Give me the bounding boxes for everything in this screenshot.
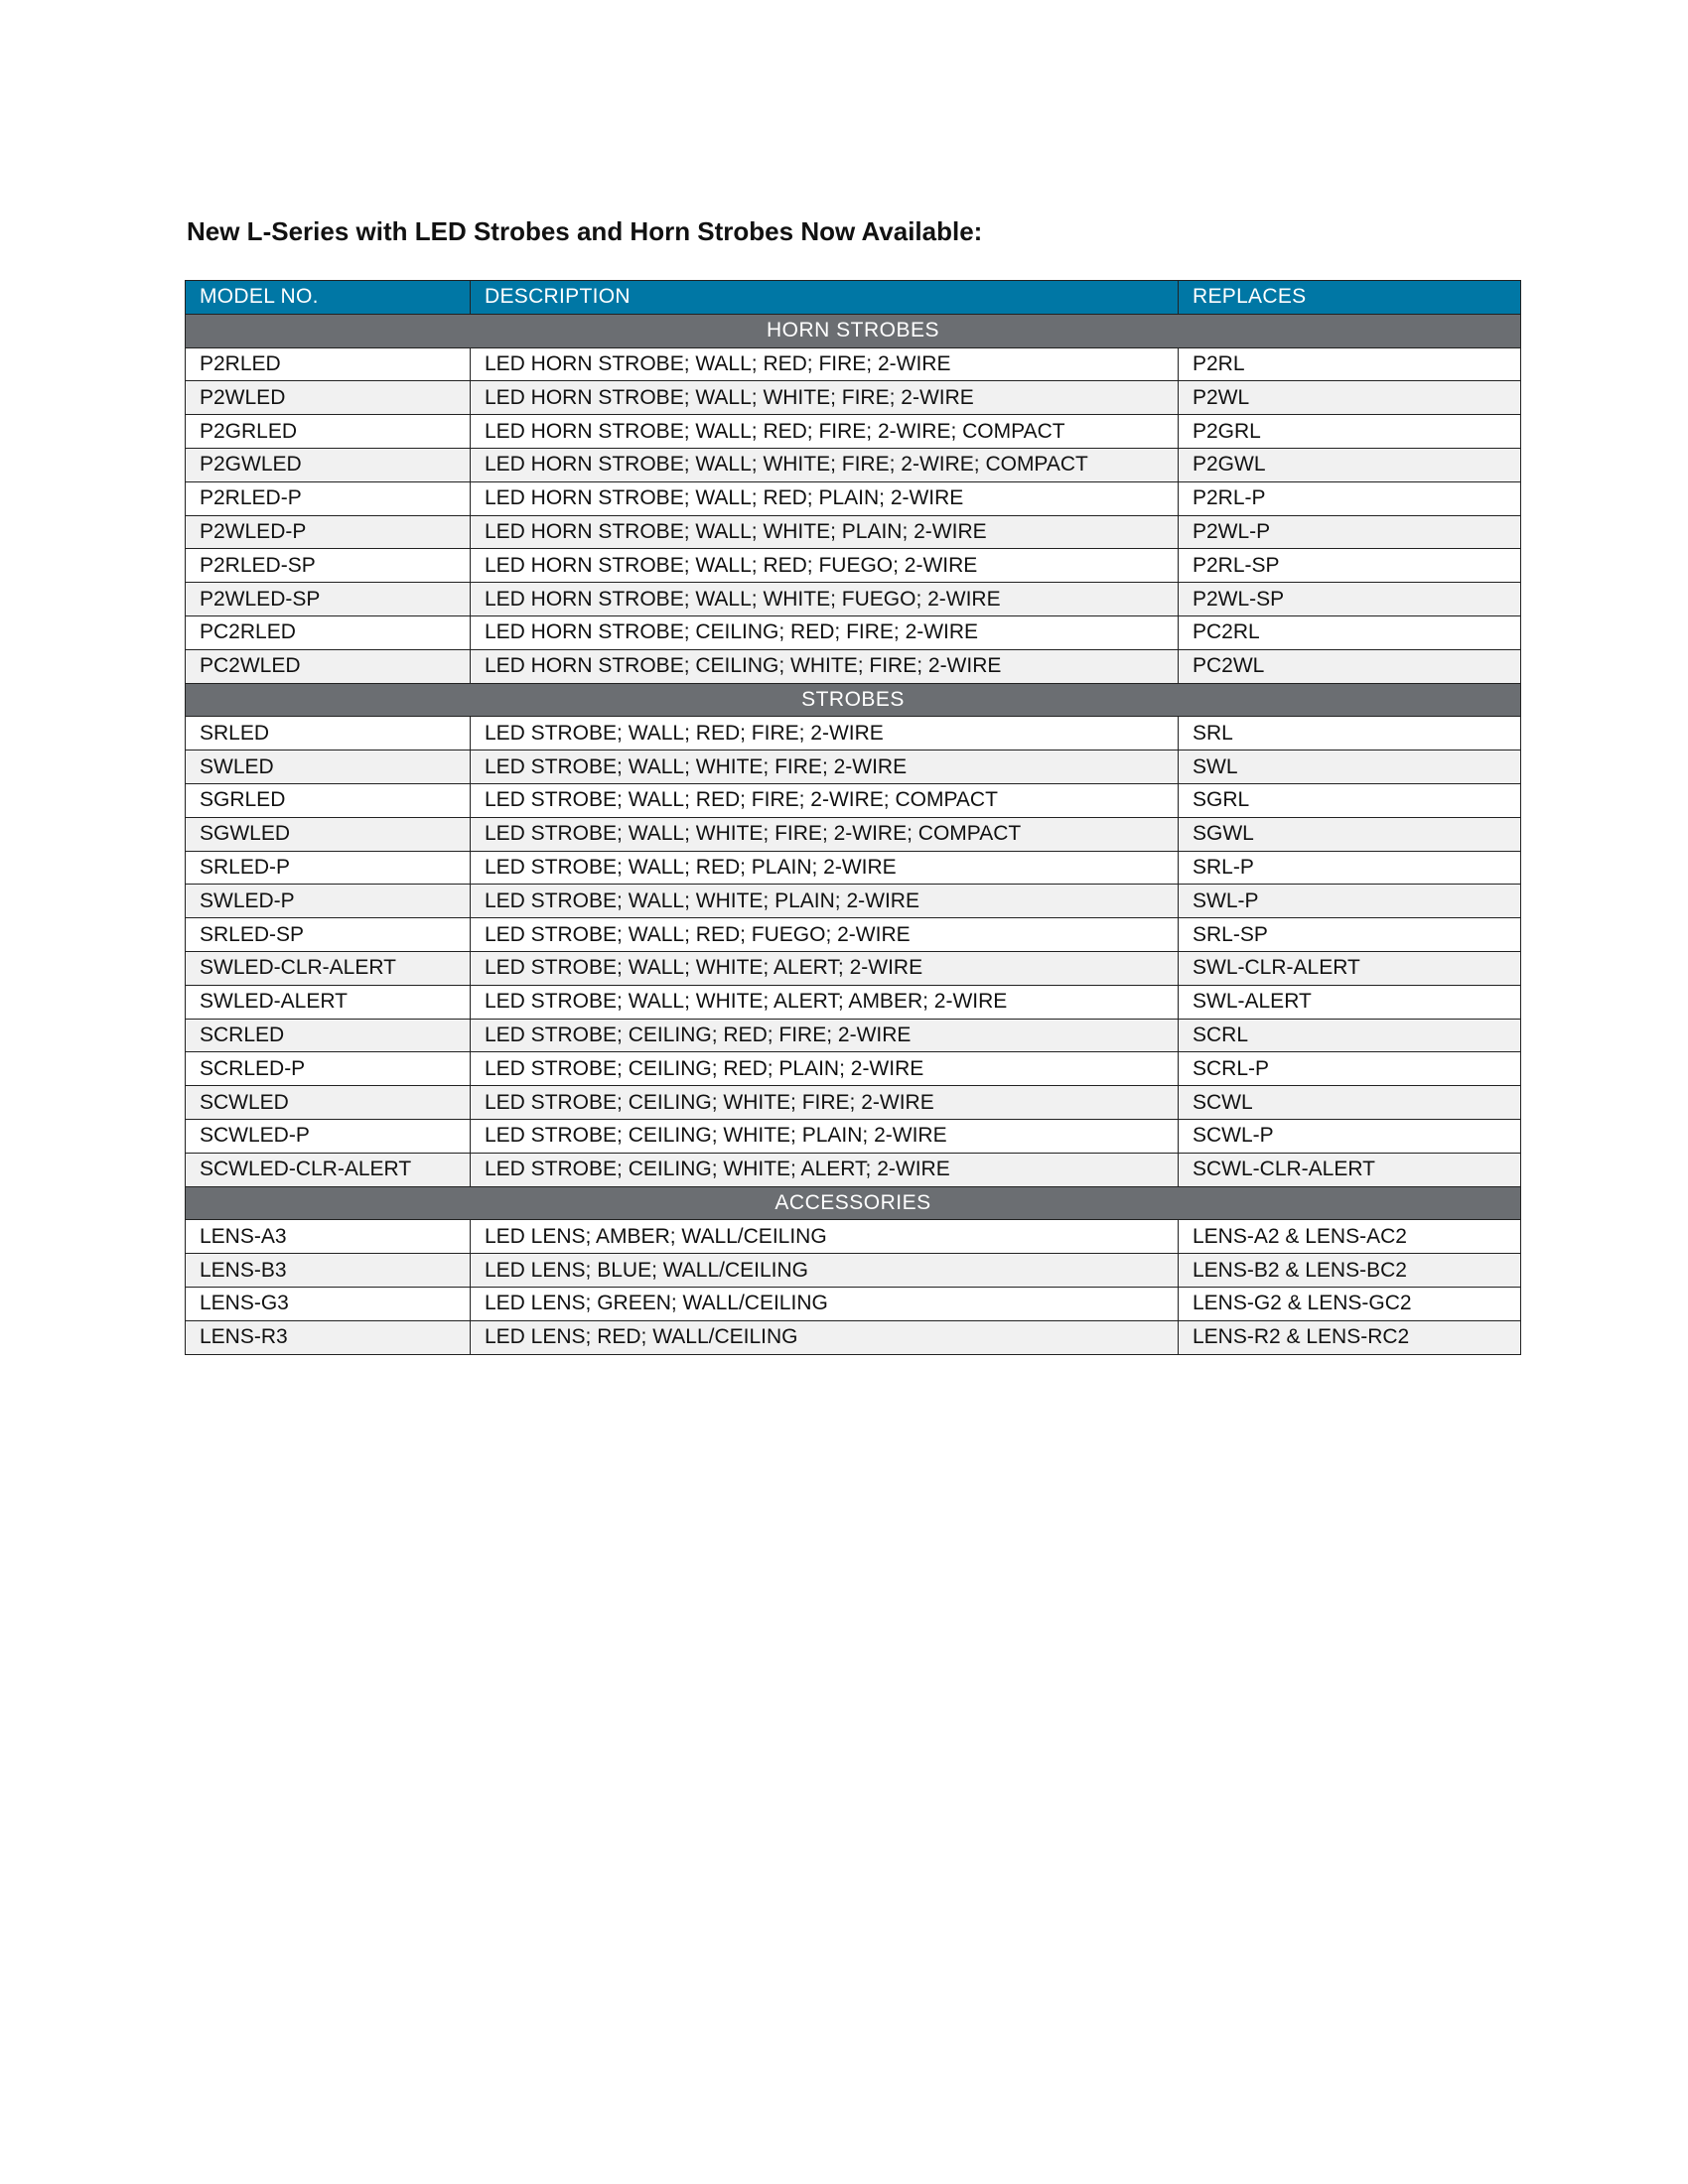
cell-model: P2RLED-P (186, 481, 471, 515)
table-header-row (186, 281, 1521, 315)
column-header-description: DESCRIPTION (471, 281, 1179, 315)
cell-description: LED STROBE; WALL; WHITE; FIRE; 2-WIRE; COMPACT (471, 817, 1179, 851)
table-row (186, 951, 1521, 985)
cell-replaces: SGRL (1179, 783, 1521, 817)
cell-replaces: PC2WL (1179, 649, 1521, 683)
cell-model: SCWLED (186, 1086, 471, 1120)
table-row (186, 1287, 1521, 1320)
cell-replaces: PC2RL (1179, 615, 1521, 649)
cell-replaces: P2RL (1179, 347, 1521, 381)
cell-model: SRLED-SP (186, 918, 471, 952)
table-row (186, 515, 1521, 549)
section-header-row (186, 314, 1521, 347)
section-header-row (186, 683, 1521, 717)
cell-model: P2RLED (186, 347, 471, 381)
cell-model: P2RLED-SP (186, 549, 471, 583)
table-row (186, 1153, 1521, 1186)
cell-replaces: SWL (1179, 751, 1521, 784)
cell-model: SWLED-P (186, 885, 471, 918)
cell-replaces: P2RL-SP (1179, 549, 1521, 583)
table-row (186, 549, 1521, 583)
table-row (186, 649, 1521, 683)
table-row (186, 481, 1521, 515)
cell-model: SGRLED (186, 783, 471, 817)
cell-model: LENS-R3 (186, 1320, 471, 1354)
cell-description: LED STROBE; WALL; RED; FUEGO; 2-WIRE (471, 918, 1179, 952)
table-row (186, 347, 1521, 381)
cell-model: SWLED (186, 751, 471, 784)
cell-description: LED HORN STROBE; WALL; RED; FIRE; 2-WIRE (471, 347, 1179, 381)
section-header: STROBES (186, 683, 1521, 717)
cell-replaces: SWL-P (1179, 885, 1521, 918)
table-row (186, 918, 1521, 952)
product-table (185, 280, 1521, 1355)
table-row (186, 1019, 1521, 1052)
cell-model: P2WLED-SP (186, 583, 471, 616)
cell-description: LED HORN STROBE; CEILING; RED; FIRE; 2-WIRE (471, 615, 1179, 649)
table-row (186, 415, 1521, 449)
cell-replaces: SCWL (1179, 1086, 1521, 1120)
cell-replaces: P2GWL (1179, 448, 1521, 481)
table-row (186, 1119, 1521, 1153)
cell-model: SGWLED (186, 817, 471, 851)
section-header: HORN STROBES (186, 314, 1521, 347)
table-row (186, 783, 1521, 817)
cell-model: SCWLED-CLR-ALERT (186, 1153, 471, 1186)
cell-model: P2WLED-P (186, 515, 471, 549)
table-row (186, 1254, 1521, 1288)
section-header: ACCESSORIES (186, 1186, 1521, 1220)
table-row (186, 885, 1521, 918)
cell-description: LED HORN STROBE; CEILING; WHITE; FIRE; 2-WIRE (471, 649, 1179, 683)
cell-model: PC2WLED (186, 649, 471, 683)
cell-description: LED LENS; AMBER; WALL/CEILING (471, 1220, 1179, 1254)
cell-replaces: LENS-R2 & LENS-RC2 (1179, 1320, 1521, 1354)
cell-model: PC2RLED (186, 615, 471, 649)
cell-replaces: SWL-ALERT (1179, 985, 1521, 1019)
cell-model: LENS-A3 (186, 1220, 471, 1254)
cell-description: LED HORN STROBE; WALL; WHITE; FIRE; 2-WIRE; COMPACT (471, 448, 1179, 481)
cell-description: LED HORN STROBE; WALL; RED; PLAIN; 2-WIRE (471, 481, 1179, 515)
cell-description: LED LENS; BLUE; WALL/CEILING (471, 1254, 1179, 1288)
cell-model: SRLED-P (186, 851, 471, 885)
cell-description: LED HORN STROBE; WALL; RED; FUEGO; 2-WIRE (471, 549, 1179, 583)
cell-description: LED STROBE; WALL; WHITE; ALERT; 2-WIRE (471, 951, 1179, 985)
cell-description: LED STROBE; CEILING; RED; FIRE; 2-WIRE (471, 1019, 1179, 1052)
cell-description: LED STROBE; WALL; RED; FIRE; 2-WIRE; COMPACT (471, 783, 1179, 817)
cell-replaces: SCRL (1179, 1019, 1521, 1052)
cell-replaces: LENS-G2 & LENS-GC2 (1179, 1287, 1521, 1320)
cell-description: LED STROBE; CEILING; WHITE; FIRE; 2-WIRE (471, 1086, 1179, 1120)
cell-replaces: P2RL-P (1179, 481, 1521, 515)
table-row (186, 751, 1521, 784)
cell-replaces: SRL-P (1179, 851, 1521, 885)
cell-description: LED LENS; GREEN; WALL/CEILING (471, 1287, 1179, 1320)
cell-description: LED STROBE; CEILING; WHITE; ALERT; 2-WIRE (471, 1153, 1179, 1186)
cell-replaces: P2GRL (1179, 415, 1521, 449)
table-row (186, 381, 1521, 415)
cell-model: SCRLED (186, 1019, 471, 1052)
table-row (186, 717, 1521, 751)
cell-model: LENS-B3 (186, 1254, 471, 1288)
table-row (186, 583, 1521, 616)
cell-replaces: SWL-CLR-ALERT (1179, 951, 1521, 985)
table-row (186, 1086, 1521, 1120)
cell-description: LED STROBE; CEILING; RED; PLAIN; 2-WIRE (471, 1052, 1179, 1086)
table-row (186, 448, 1521, 481)
cell-description: LED LENS; RED; WALL/CEILING (471, 1320, 1179, 1354)
cell-description: LED STROBE; CEILING; WHITE; PLAIN; 2-WIRE (471, 1119, 1179, 1153)
cell-model: SCRLED-P (186, 1052, 471, 1086)
table-row (186, 817, 1521, 851)
cell-model: P2GWLED (186, 448, 471, 481)
cell-model: SWLED-ALERT (186, 985, 471, 1019)
table-row (186, 1220, 1521, 1254)
cell-replaces: SGWL (1179, 817, 1521, 851)
table-row (186, 1052, 1521, 1086)
cell-description: LED HORN STROBE; WALL; WHITE; FUEGO; 2-WIRE (471, 583, 1179, 616)
cell-replaces: SCWL-P (1179, 1119, 1521, 1153)
cell-replaces: SCRL-P (1179, 1052, 1521, 1086)
cell-model: SWLED-CLR-ALERT (186, 951, 471, 985)
cell-model: P2WLED (186, 381, 471, 415)
cell-description: LED STROBE; WALL; WHITE; PLAIN; 2-WIRE (471, 885, 1179, 918)
cell-replaces: SRL-SP (1179, 918, 1521, 952)
page-title: New L-Series with LED Strobes and Horn Strobes Now Available: (187, 216, 983, 246)
cell-description: LED STROBE; WALL; RED; PLAIN; 2-WIRE (471, 851, 1179, 885)
cell-description: LED STROBE; WALL; RED; FIRE; 2-WIRE (471, 717, 1179, 751)
table-row (186, 615, 1521, 649)
cell-replaces: P2WL-P (1179, 515, 1521, 549)
table-row (186, 1320, 1521, 1354)
cell-replaces: SRL (1179, 717, 1521, 751)
cell-description: LED HORN STROBE; WALL; WHITE; PLAIN; 2-WIRE (471, 515, 1179, 549)
cell-model: LENS-G3 (186, 1287, 471, 1320)
cell-model: SRLED (186, 717, 471, 751)
cell-description: LED STROBE; WALL; WHITE; ALERT; AMBER; 2-WIRE (471, 985, 1179, 1019)
cell-replaces: P2WL (1179, 381, 1521, 415)
table-row (186, 851, 1521, 885)
cell-model: P2GRLED (186, 415, 471, 449)
cell-replaces: SCWL-CLR-ALERT (1179, 1153, 1521, 1186)
cell-replaces: LENS-A2 & LENS-AC2 (1179, 1220, 1521, 1254)
cell-replaces: P2WL-SP (1179, 583, 1521, 616)
cell-description: LED HORN STROBE; WALL; WHITE; FIRE; 2-WIRE (471, 381, 1179, 415)
table-body (186, 314, 1521, 1354)
column-header-model: MODEL NO. (186, 281, 471, 315)
cell-replaces: LENS-B2 & LENS-BC2 (1179, 1254, 1521, 1288)
column-header-replaces: REPLACES (1179, 281, 1521, 315)
section-header-row (186, 1186, 1521, 1220)
cell-description: LED HORN STROBE; WALL; RED; FIRE; 2-WIRE; COMPACT (471, 415, 1179, 449)
cell-model: SCWLED-P (186, 1119, 471, 1153)
cell-description: LED STROBE; WALL; WHITE; FIRE; 2-WIRE (471, 751, 1179, 784)
table-row (186, 985, 1521, 1019)
